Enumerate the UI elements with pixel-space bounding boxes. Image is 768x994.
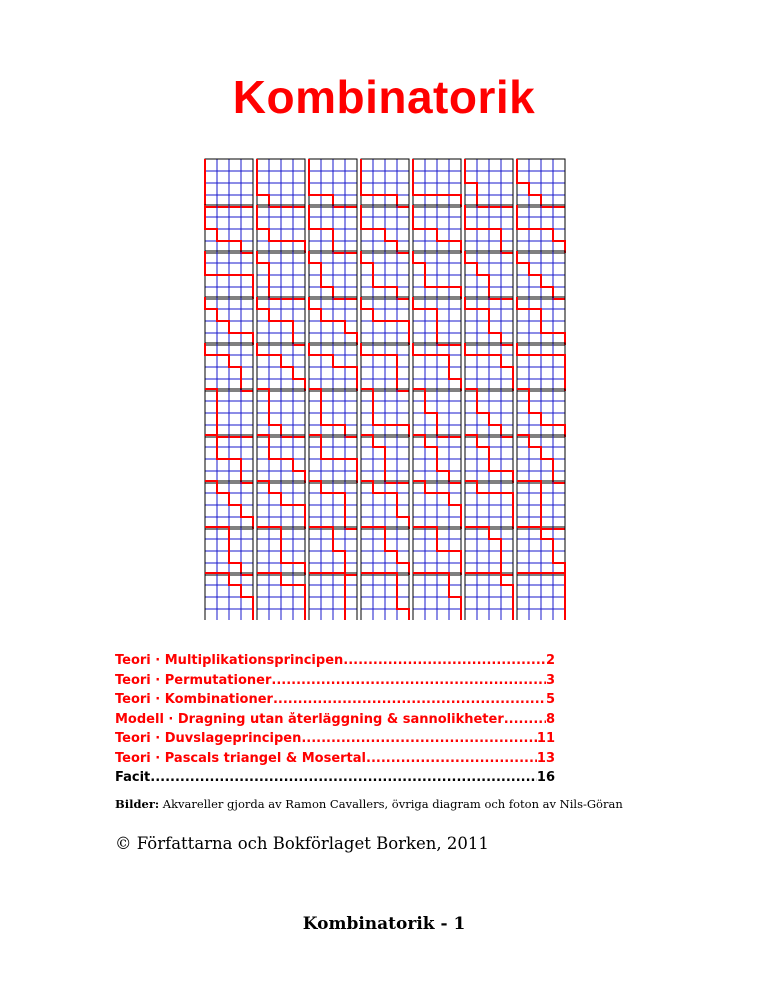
toc-leader-dots bbox=[366, 751, 537, 766]
lattice-grid bbox=[517, 527, 565, 575]
toc-leader-dots bbox=[343, 653, 546, 668]
credits-text: Akvareller gjorda av Ramon Cavallers, övriga diagram och foton av Nils-Göran bbox=[159, 797, 623, 811]
lattice-grid bbox=[257, 389, 305, 437]
toc-leader-dots bbox=[150, 770, 537, 785]
lattice-grid bbox=[257, 205, 305, 253]
lattice-grid bbox=[361, 159, 409, 207]
toc-entry[interactable] bbox=[115, 712, 555, 732]
lattice-grid bbox=[413, 573, 461, 620]
lattice-grid bbox=[465, 205, 513, 253]
toc-entry-page: 5 bbox=[545, 692, 555, 707]
lattice-grid bbox=[257, 343, 305, 391]
lattice-grid bbox=[361, 389, 409, 437]
copyright-notice: © Författarna och Bokförlaget Borken, 2011 bbox=[115, 834, 489, 853]
toc-entry[interactable] bbox=[115, 692, 555, 712]
toc-leader-dots bbox=[504, 712, 546, 727]
lattice-grid bbox=[465, 251, 513, 299]
lattice-grid bbox=[309, 205, 357, 253]
lattice-grid bbox=[205, 481, 253, 529]
toc-entry[interactable] bbox=[115, 653, 555, 673]
lattice-grid bbox=[205, 205, 253, 253]
toc-entry[interactable] bbox=[115, 770, 555, 790]
page-footer: Kombinatorik - 1 bbox=[302, 914, 466, 934]
lattice-grid bbox=[309, 297, 357, 345]
lattice-grid bbox=[413, 159, 461, 207]
toc-entry-page: 3 bbox=[545, 672, 555, 688]
lattice-grid bbox=[465, 573, 513, 620]
lattice-grid bbox=[361, 297, 409, 345]
lattice-grid bbox=[465, 343, 513, 391]
lattice-grid bbox=[361, 481, 409, 529]
lattice-grid bbox=[309, 573, 357, 620]
lattice-grid bbox=[257, 297, 305, 345]
lattice-grid bbox=[257, 481, 305, 529]
lattice-paths-illustration bbox=[204, 158, 568, 620]
lattice-grid bbox=[465, 389, 513, 437]
lattice-grid bbox=[361, 527, 409, 575]
lattice-grid bbox=[413, 481, 461, 529]
lattice-grid bbox=[413, 527, 461, 575]
toc-entry-label: Teori · Kombinationer bbox=[115, 692, 273, 707]
lattice-grid bbox=[309, 343, 357, 391]
toc-entry-page: 13 bbox=[536, 750, 555, 766]
lattice-grid bbox=[205, 251, 253, 299]
lattice-grid bbox=[413, 435, 461, 483]
toc-entry-page: 2 bbox=[545, 653, 555, 668]
toc-leader-dots bbox=[301, 731, 537, 746]
lattice-grid bbox=[361, 343, 409, 391]
lattice-grid bbox=[205, 297, 253, 345]
lattice-grid bbox=[465, 297, 513, 345]
lattice-grid bbox=[465, 435, 513, 483]
lattice-grid bbox=[517, 251, 565, 299]
toc-entry[interactable] bbox=[115, 673, 555, 693]
image-credits bbox=[115, 797, 623, 811]
lattice-grid bbox=[517, 159, 565, 207]
lattice-grid bbox=[309, 435, 357, 483]
lattice-grid bbox=[309, 527, 357, 575]
toc-entry-label: Teori · Permutationer bbox=[115, 672, 272, 688]
lattice-grid bbox=[205, 389, 253, 437]
toc-entry-label: Teori · Duvslageprincipen bbox=[115, 731, 302, 746]
document-title: Kombinatorik bbox=[232, 71, 536, 123]
toc-leader-dots bbox=[273, 692, 546, 707]
toc-entry-label: Modell · Dragning utan återläggning & sannolikheter bbox=[115, 711, 504, 727]
lattice-grid bbox=[361, 573, 409, 620]
lattice-grid bbox=[257, 159, 305, 207]
toc-entry[interactable] bbox=[115, 731, 555, 751]
lattice-grid bbox=[517, 389, 565, 437]
lattice-grid bbox=[413, 343, 461, 391]
lattice-grid bbox=[309, 481, 357, 529]
lattice-grid bbox=[413, 389, 461, 437]
toc-entry-label: Teori · Pascals triangel & Mosertal bbox=[115, 750, 366, 766]
lattice-grid bbox=[205, 527, 253, 575]
lattice-grid bbox=[361, 205, 409, 253]
lattice-grid bbox=[257, 251, 305, 299]
toc-entry-label: Facit bbox=[115, 770, 151, 785]
lattice-grid bbox=[205, 343, 253, 391]
lattice-grid bbox=[517, 205, 565, 253]
lattice-grid bbox=[517, 435, 565, 483]
lattice-grid bbox=[205, 159, 253, 207]
toc-entry-page: 8 bbox=[545, 711, 555, 727]
lattice-grid bbox=[413, 205, 461, 253]
lattice-grid bbox=[205, 435, 253, 483]
lattice-grid bbox=[257, 435, 305, 483]
lattice-grid bbox=[465, 159, 513, 207]
lattice-grid bbox=[465, 481, 513, 529]
lattice-grid bbox=[205, 573, 253, 620]
toc-entry[interactable] bbox=[115, 751, 555, 771]
lattice-grid bbox=[517, 481, 565, 529]
lattice-grid bbox=[361, 251, 409, 299]
lattice-grid bbox=[413, 251, 461, 299]
lattice-grid bbox=[517, 343, 565, 391]
lattice-grid bbox=[309, 159, 357, 207]
credits-label: Bilder: bbox=[115, 797, 160, 811]
lattice-grid bbox=[257, 573, 305, 620]
toc-entry-label: Teori · Multiplikationsprincipen bbox=[115, 653, 344, 668]
lattice-grid bbox=[413, 297, 461, 345]
lattice-grid bbox=[309, 251, 357, 299]
lattice-grid bbox=[257, 527, 305, 575]
lattice-grid bbox=[517, 297, 565, 345]
lattice-grid bbox=[361, 435, 409, 483]
lattice-grid bbox=[309, 389, 357, 437]
lattice-grid bbox=[517, 573, 565, 620]
table-of-contents bbox=[115, 653, 555, 790]
toc-entry-page: 11 bbox=[536, 731, 555, 746]
toc-leader-dots bbox=[271, 673, 546, 688]
lattice-grid bbox=[465, 527, 513, 575]
toc-entry-page: 16 bbox=[536, 770, 555, 785]
